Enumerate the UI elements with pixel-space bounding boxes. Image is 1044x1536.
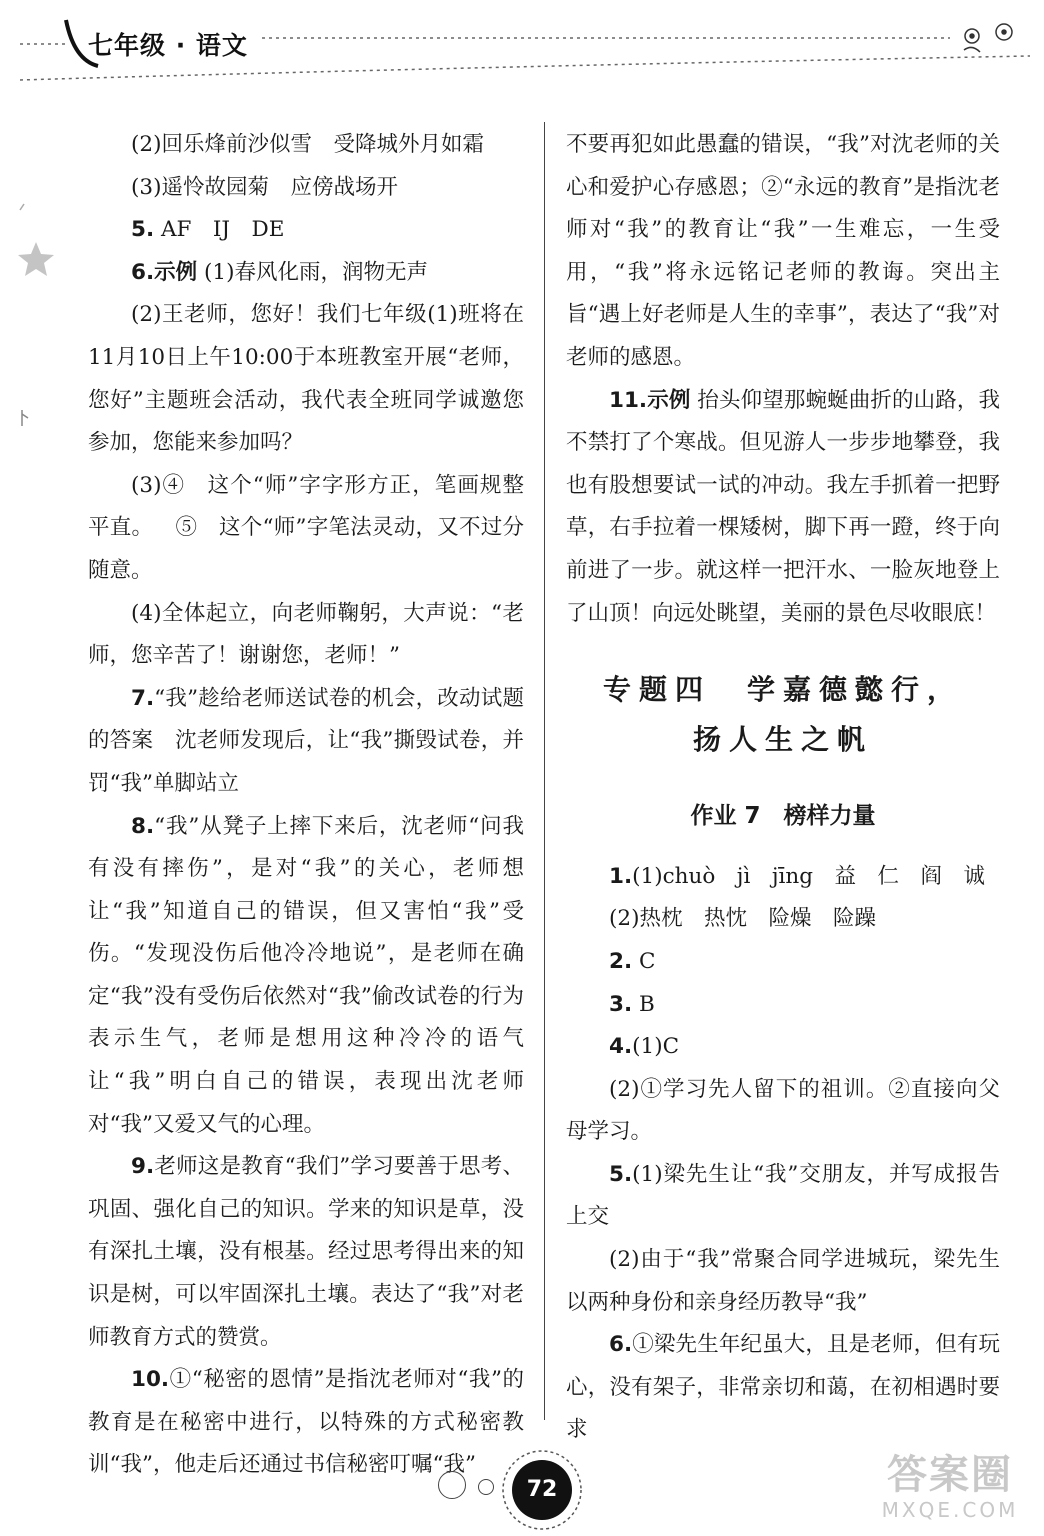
hw-answer-2 (566, 941, 1000, 984)
answer-text: AF IJ DE (160, 217, 285, 243)
answer-text: ①“秘密的恩情”是指沈老师对“我”的教育是在秘密中进行，以特殊的方式秘密教训“我”，他走后还通过书信秘密叮嘱“我” (88, 1367, 524, 1478)
answer-number: 7. (131, 685, 155, 711)
answer-6-part4: (4)全体起立，向老师鞠躬，大声说：“老师，您辛苦了！谢谢您，老师！” (88, 600, 524, 669)
answer-text: 老师这是教育“我们”学习要善于思考、巩固、强化自己的知识。学来的知识是草，没有深扎土壤，没有根基。经过思考得出来的知识是树，可以牢固深扎土壤。表达了“我”对老师教育方式的赞赏。 (88, 1154, 524, 1350)
answer-text: (1)chuò jì jīng 益 仁 阎 诚 (632, 863, 985, 889)
hw-answer-1-part2: (2)热枕 热忱 险燥 险躁 (609, 906, 876, 932)
answer-text: (1)春风化雨，润物无声 (204, 259, 428, 285)
flower-icon (964, 24, 1012, 52)
answer-10 (88, 1359, 524, 1487)
answer-8 (88, 806, 524, 1147)
decor-ring-small (478, 1479, 494, 1495)
answer-number: 5. (609, 1161, 633, 1187)
answer-text: “我”从凳子上摔下来后，沈老师“问我有没有摔伤”，是对“我”的关心，老师想让“我”知道自己的错误，但又害怕“我”受伤。“发现没伤后他冷冷地说”，是老师在确定“我”没有受伤后依然对“我”偷改试卷的行为表示生气，老师是想用这种冷冷的语气让“我”明白自己的错误，表现出沈老师对“我”又爱又气的心理。 (88, 813, 524, 1137)
answer-text: ①梁先生年纪虽大，且是老师，但有玩心，没有架子，非常亲切和蔼，在初相遇时要求 (566, 1332, 1000, 1443)
margin-mark-icon (22, 410, 28, 426)
decor-ring-large (438, 1471, 466, 1499)
answer-number: 4. (609, 1034, 633, 1060)
answer-lead: 示例 (647, 387, 691, 413)
hw-answer-4-part2: (2)①学习先人留下的祖训。②直接向父母学习。 (566, 1076, 1000, 1145)
answer-text: “我”趁给老师送试卷的机会，改动试题的答案 沈老师发现后，让“我”撕毁试卷，并罚“我”单脚站立 (88, 685, 524, 796)
answer-11 (566, 380, 1000, 636)
hw-answer-1 (566, 856, 1000, 899)
answer-number: 1. (609, 863, 633, 889)
answer-number: 9. (131, 1154, 155, 1180)
homework-title: 作业 7 榜样力量 (690, 803, 876, 830)
answer-number: 11. (609, 387, 648, 413)
margin-decorations (14, 200, 74, 440)
answer-lead: 示例 (154, 259, 198, 285)
answer-number: 2. (609, 948, 633, 974)
hw-answer-5 (566, 1154, 1000, 1239)
watermark-logo: 答案圈 (887, 1452, 1013, 1498)
answer-7 (88, 678, 524, 806)
hw-answer-6 (566, 1324, 1000, 1452)
answer-text: (1)C (632, 1034, 680, 1060)
answer-text: B (638, 991, 655, 1017)
section-title-line1: 专题四 学嘉德懿行， (602, 673, 963, 707)
answer-text: ⑤ 这个“师”字笔法灵动，又不过分随意。 (88, 515, 524, 583)
watermark-url: MXQE.COM (881, 1498, 1019, 1522)
right-column (566, 124, 1000, 1452)
header-title: 七年级 · 语文 (88, 31, 248, 60)
answer-6-part3 (88, 465, 524, 593)
answer-number: 6. (609, 1332, 633, 1358)
answer-6-part2: (2)王老师，您好！我们七年级(1)班将在11月10日上午10:00于本班教室开展“老师，您好”主题班会活动，我代表全班同学诚邀您参加，您能来参加吗？ (88, 302, 524, 456)
section-title-line2: 扬人生之帆 (692, 723, 873, 757)
answer-10-continuation: 不要再犯如此愚蠢的错误，“我”对沈老师的关心和爱护心存感恩；②“永远的教育”是指沈老师对“我”的教育让“我”一生难忘，一生受用，“我”将永远铭记老师的教诲。突出主旨“遇上好老师是人生的幸事”，表达了“我”对老师的感恩。 (566, 132, 1000, 370)
answer-number: 10. (131, 1367, 170, 1393)
answer-number: 6. (131, 259, 155, 285)
column-divider (544, 122, 545, 1420)
page-number: 72 (512, 1460, 572, 1520)
left-column (88, 124, 524, 1487)
answer-4-part2: (2)回乐烽前沙似雪 受降城外月如霜 (131, 132, 484, 157)
answer-4-part3: (3)遥怜故园菊 应傍战场开 (131, 174, 398, 200)
watermark (870, 1452, 1030, 1532)
hw-answer-5-part2: (2)由于“我”常聚合同学进城玩，梁先生以两种身份和亲身经历教导“我” (566, 1247, 1000, 1315)
answer-text: 抬头仰望那蜿蜒曲折的山路，我不禁打了个寒战。但见游人一步步地攀登，我也有股想要试一试的冲动。我左手抓着一把野草，右手拉着一棵矮树，脚下再一蹬，终于向前进了一步。就这样一把汗水、一脸灰地登上了山顶！向远处眺望，美丽的景色尽收眼底！ (566, 387, 1000, 626)
answer-number: 8. (131, 813, 155, 839)
answer-number: 5. (131, 217, 155, 243)
answer-text: (1)梁先生让“我”交朋友，并写成报告上交 (566, 1161, 1000, 1230)
hw-answer-3 (566, 984, 1000, 1027)
margin-tick-icon (20, 204, 24, 210)
answer-text: (3)④ 这个“师”字字形方正，笔画规整平直。 (88, 472, 524, 541)
answer-number: 3. (609, 991, 633, 1017)
answer-9 (88, 1146, 524, 1359)
answer-5 (88, 209, 524, 252)
answer-text: C (638, 948, 656, 974)
star-icon (18, 242, 54, 276)
answer-6 (88, 252, 524, 295)
hw-answer-4 (566, 1026, 1000, 1069)
page-header (0, 0, 1044, 100)
